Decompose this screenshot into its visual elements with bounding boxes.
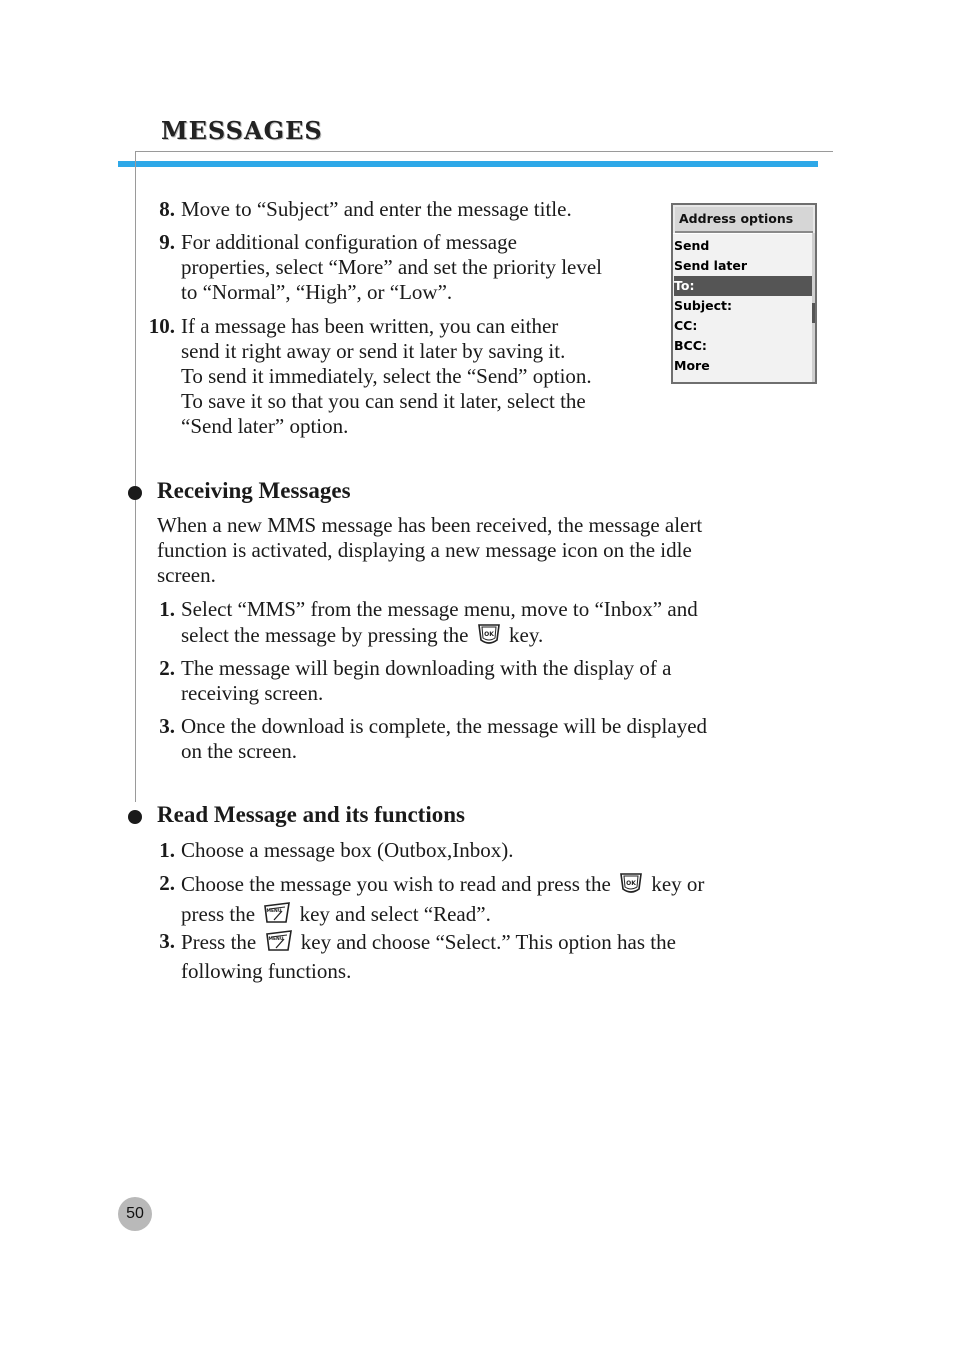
step-text: Choose a message box (Outbox,Inbox). bbox=[181, 838, 514, 862]
step-text: to “Normal”, “High”, or “Low”. bbox=[181, 280, 453, 304]
step-text: To send it immediately, select the “Send” option. bbox=[181, 364, 592, 388]
section-bullet bbox=[128, 810, 142, 824]
svg-text:OK: OK bbox=[483, 631, 494, 638]
phone-menu-item-send-later[interactable]: Send later bbox=[674, 258, 748, 273]
step-text: For additional configuration of message bbox=[181, 230, 517, 254]
step-number: 3. bbox=[159, 929, 175, 953]
header-rule bbox=[135, 151, 833, 152]
svg-text:MENU: MENU bbox=[268, 937, 283, 942]
header-accent-rule bbox=[118, 161, 818, 167]
phone-menu-item-subject[interactable]: Subject: bbox=[674, 298, 732, 313]
receiving-intro bbox=[157, 513, 702, 588]
step-number: 8. bbox=[159, 197, 175, 221]
phone-menu-item-to[interactable]: To: bbox=[674, 276, 812, 296]
phone-scrollbar bbox=[812, 233, 815, 382]
step-text: key. bbox=[509, 623, 544, 647]
section-title-read: Read Message and its functions bbox=[157, 802, 465, 827]
step-number: 3. bbox=[159, 714, 175, 738]
step-text: receiving screen. bbox=[181, 681, 324, 705]
step-text: select the message by pressing the bbox=[181, 623, 469, 647]
page-number: 50 bbox=[118, 1197, 152, 1231]
phone-menu-item-more[interactable]: More bbox=[674, 358, 710, 373]
step-text: send it right away or send it later by saving it. bbox=[181, 339, 566, 363]
phone-menu-list bbox=[673, 233, 812, 382]
paragraph-line: function is activated, displaying a new message icon on the idle bbox=[157, 538, 692, 562]
step-text: If a message has been written, you can either bbox=[181, 314, 559, 338]
phone-menu-item-send[interactable]: Send bbox=[674, 238, 710, 253]
menu-key-icon bbox=[262, 901, 292, 931]
step-text: properties, select “More” and set the priority level bbox=[181, 255, 603, 279]
section-title-receiving: Receiving Messages bbox=[157, 478, 351, 503]
step-text: key or bbox=[651, 872, 705, 896]
ok-key-icon bbox=[618, 871, 644, 901]
step-number: 1. bbox=[159, 597, 175, 621]
margin-rule bbox=[135, 151, 136, 802]
step-text: Select “MMS” from the message menu, move to “Inbox” and bbox=[181, 597, 698, 621]
phone-scrollbar-thumb bbox=[812, 303, 815, 323]
section-bullet bbox=[128, 486, 142, 500]
step-number: 1. bbox=[159, 838, 175, 862]
step-number: 10. bbox=[148, 314, 175, 338]
step-number: 2. bbox=[159, 871, 175, 895]
step-text: on the screen. bbox=[181, 739, 298, 763]
step-text: press the bbox=[181, 902, 256, 926]
phone-menu-item-bcc[interactable]: BCC: bbox=[674, 338, 707, 353]
step-text: “Send later” option. bbox=[181, 414, 349, 438]
step-text: Move to “Subject” and enter the message title. bbox=[181, 197, 572, 221]
step-text: key and select “Read”. bbox=[299, 902, 491, 926]
page-title: MESSAGES bbox=[161, 116, 323, 145]
phone-menu-item-cc[interactable]: CC: bbox=[674, 318, 698, 333]
step-text: The message will begin downloading with the display of a bbox=[181, 656, 672, 680]
step-number: 9. bbox=[159, 230, 175, 254]
step-text: following functions. bbox=[181, 959, 352, 983]
paragraph-line: screen. bbox=[157, 563, 216, 587]
step-text: To save it so that you can send it later, select the bbox=[181, 389, 586, 413]
phone-screen-address-options bbox=[671, 203, 817, 384]
step-text: Press the bbox=[181, 930, 257, 954]
menu-key-icon bbox=[264, 929, 294, 959]
step-number: 2. bbox=[159, 656, 175, 680]
svg-text:MENU: MENU bbox=[266, 909, 282, 914]
ok-key-icon bbox=[476, 622, 502, 652]
svg-text:OK: OK bbox=[626, 880, 636, 887]
phone-screen-title: Address options bbox=[675, 207, 813, 233]
step-text: Choose the message you wish to read and press the bbox=[181, 872, 611, 896]
paragraph-line: When a new MMS message has been received, the message alert bbox=[157, 513, 703, 537]
step-text: Once the download is complete, the message will be displayed bbox=[181, 714, 708, 738]
step-text: key and choose “Select.” This option has the bbox=[300, 930, 676, 954]
